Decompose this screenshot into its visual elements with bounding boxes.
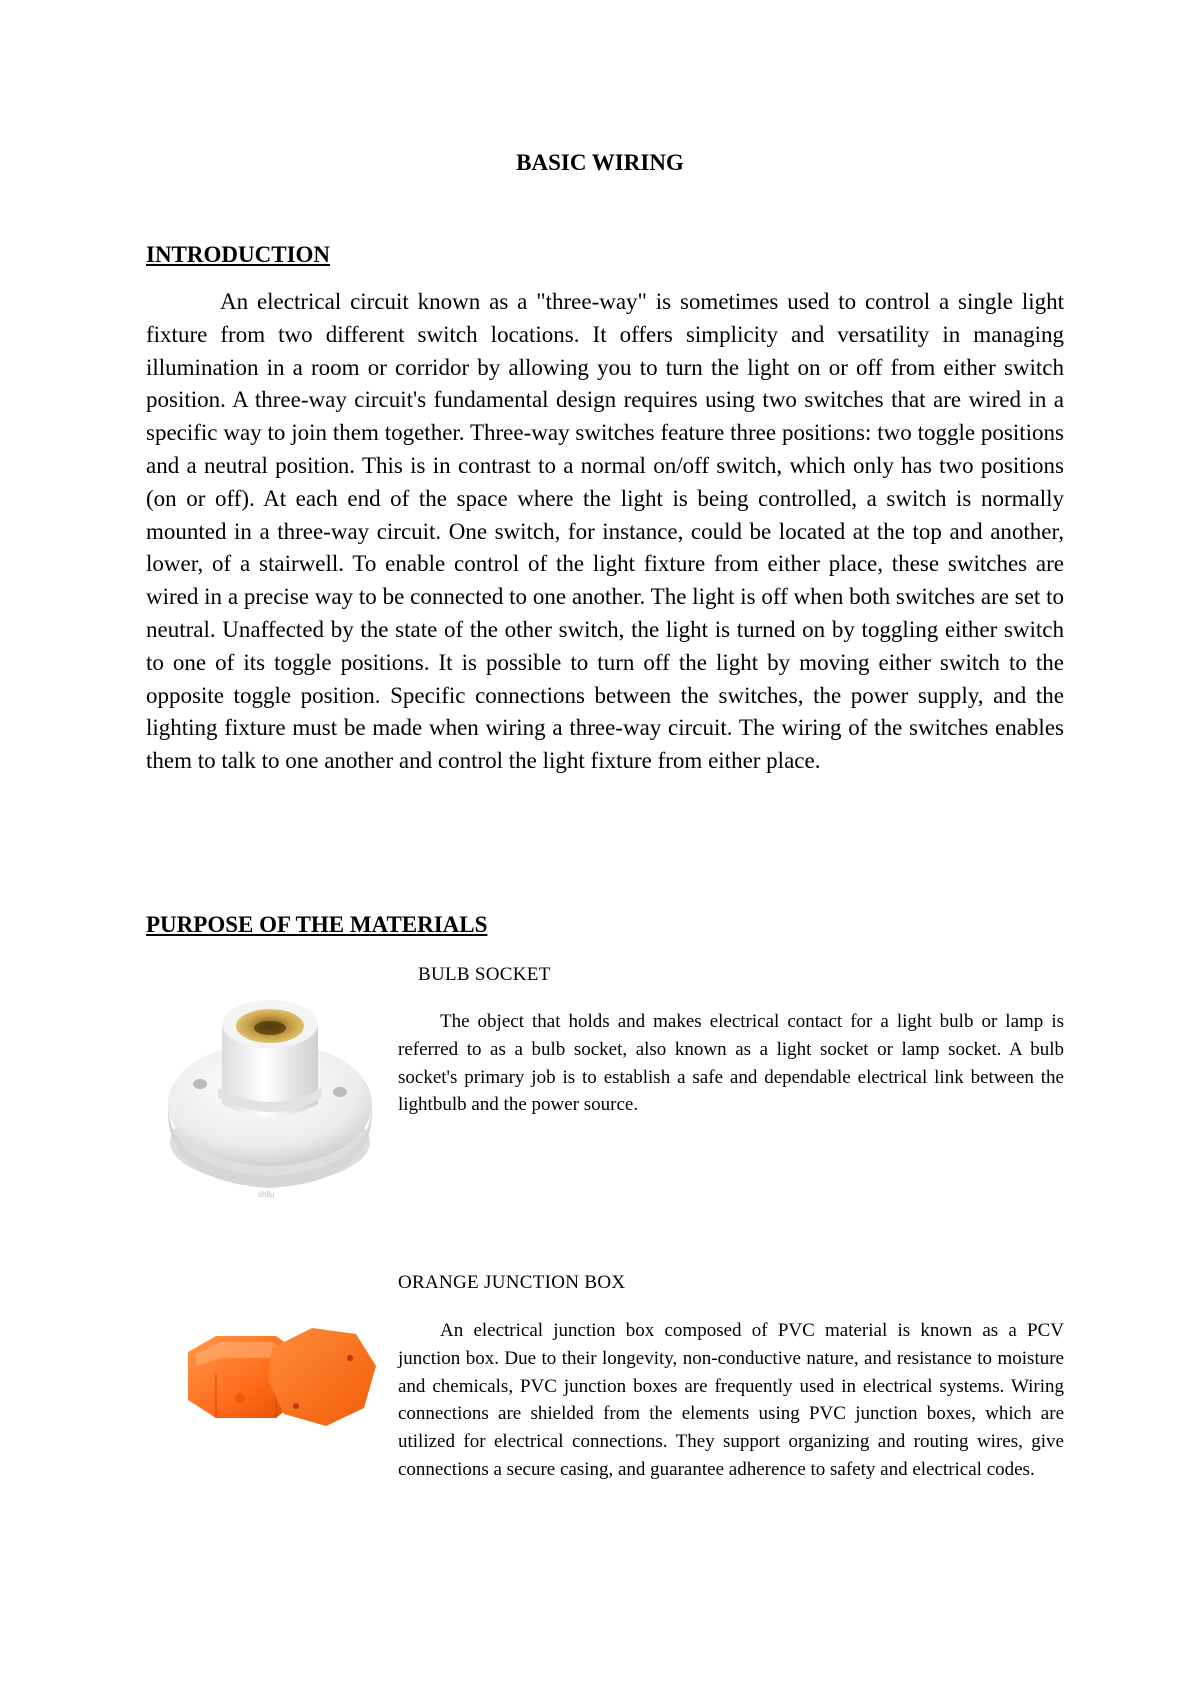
bulb-socket-image — [160, 992, 380, 1202]
introduction-heading: INTRODUCTION — [146, 242, 331, 267]
junction-box-description: An electrical junction box composed of PVC material is known as a PCV junction box. Due to their longevity, non-conductive nature, and resistance to moisture and chemicals, PVC junction boxes are frequently used in electrical systems. Wiring connections are shielded from the elements using PVC junction boxes, which are utilized for electrical connections. They support organizing and routing wires, give connections a secure casing, and guarantee adherence to safety and electrical codes. — [398, 1320, 1064, 1480]
introduction-paragraph: An electrical circuit known as a "three-way" is sometimes used to control a single light fixture from two different switch locations. It offers simplicity and versatility in managing illumination in a room or corridor by allowing you to turn the light on or off from either switch position. A three-way circuit's fundamental design requires using two switches that are wired in a specific way to join them together. Three-way switches feature three positions: two toggle positions and a neutral position. This is in contrast to a normal on/off switch, which only has two positions (on or off). At each end of the space where the light is being controlled, a switch is normally mounted in a three-way circuit. One switch, for instance, could be located at the top and another, lower, of a stairwell. To enable control of the light fixture from either place, these switches are wired in a precise way to be connected to one another. The light is off when both switches are set to neutral. Unaffected by the state of the other switch, the light is turned on by toggling either switch to one of its toggle positions. It is possible to turn off the light by moving either switch to the opposite toggle position. Specific connections between the switches, the power supply, and the lighting fixture must be made when wiring a three-way circuit. The wiring of the switches enables them to talk to one another and control the light fixture from either place. — [146, 289, 1064, 774]
junction-box-title: ORANGE JUNCTION BOX — [398, 1272, 626, 1293]
junction-box-image — [180, 1318, 380, 1436]
document-title: BASIC WIRING — [516, 150, 684, 175]
bulb-socket-watermark: shilu — [258, 1190, 275, 1199]
bulb-socket-title: BULB SOCKET — [418, 964, 551, 985]
materials-heading: PURPOSE OF THE MATERIALS — [146, 912, 488, 937]
bulb-socket-description: The object that holds and makes electrical contact for a light bulb or lamp is referred to as a bulb socket, also known as a light socket or lamp socket. A bulb socket's primary job is to establish a safe and dependable electrical link between the lightbulb and the power source. — [398, 1011, 1064, 1116]
